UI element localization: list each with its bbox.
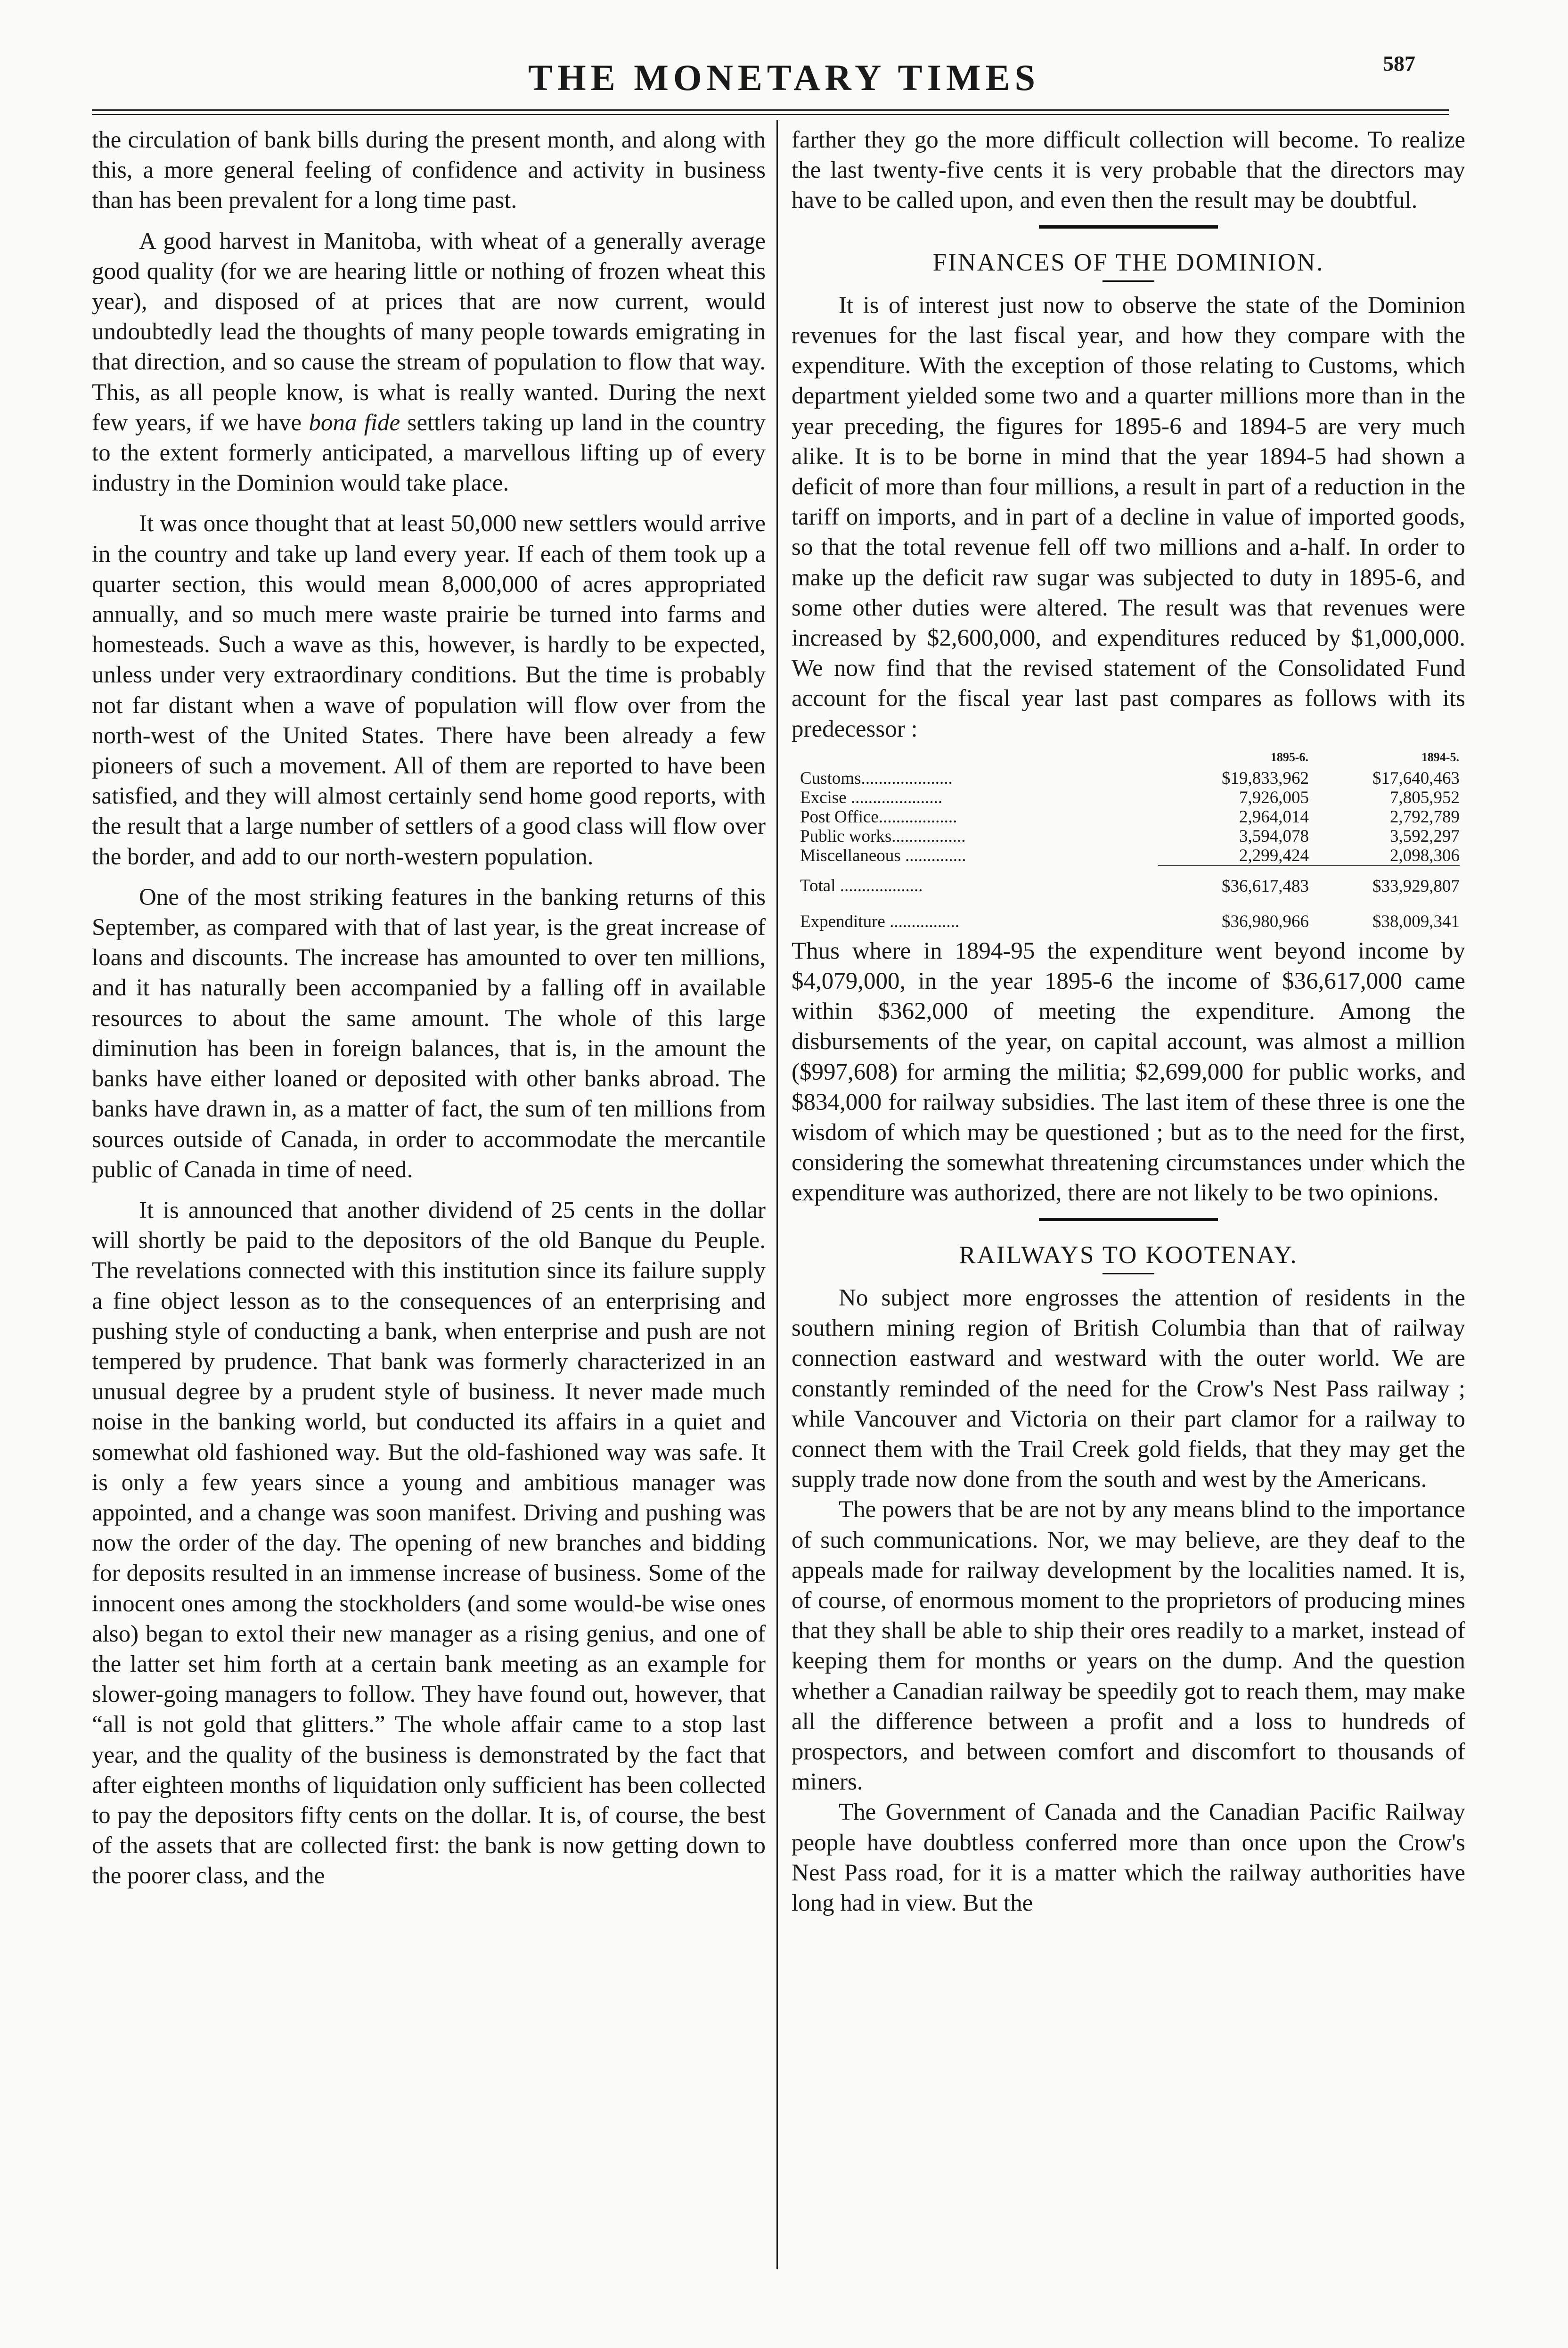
- finance-table: [800, 747, 1460, 931]
- header-rule-thin: [92, 114, 1449, 115]
- right-paragraph-4: No subject more engrosses the attention of residents in the southern mining region of British Columbia than that of railway connection eastward and westward with the outer world. We are constantly reminded of the need for the Crow's Nest Pass railway ; while Vancouver and Victoria on their part clamor for a railway to connect them with the Trail Creek gold fields, that they may get the supply trade now done from the south and west by the Americans.: [792, 1284, 1465, 1493]
- row-label: Customs.....................: [800, 768, 953, 788]
- row-label: Post Office..................: [800, 807, 957, 827]
- section-separator: [1039, 1218, 1218, 1221]
- heading-finances: FINANCES OF THE DOMINION.: [932, 248, 1324, 276]
- table-header-1895: 1895-6.: [1270, 750, 1308, 764]
- heading-rule: [1102, 280, 1154, 282]
- expenditure-value-1895: $36,980,966: [1222, 911, 1309, 931]
- table-row: [800, 846, 1460, 866]
- table-row: [800, 769, 1460, 788]
- heading-rule: [1102, 1273, 1154, 1274]
- left-paragraph-1: the circulation of bank bills during the present month, and along with this, a more general feeling of confidence and activity in business than has been prevalent for a long time past.: [92, 127, 766, 214]
- row-value-1894: 7,805,952: [1390, 788, 1460, 807]
- right-paragraph-6: The Government of Canada and the Canadian Pacific Railway people have doubtless conferred more than once upon the Crow's Nest Pass road, for it is a matter which the railway authorities have long had in view. But the: [792, 1799, 1465, 1916]
- page-number: 587: [1383, 51, 1415, 75]
- section-separator: [1039, 225, 1218, 229]
- left-paragraph-2-b: settlers taking up land in the country to the extent formerly anticipated, a marvellous lifting up of every industry in the Dominion would take place.: [92, 409, 766, 497]
- header-rule: [92, 109, 1449, 111]
- right-paragraph-2: It is of interest just now to observe the state of the Dominion revenues for the last fiscal year, and how they compare with the expenditure. With the exception of those relating to Customs, which department yielded some two and a quarter millions more than in the year preceding, the figures for 1895-6 and 1894-5 are very much alike. It is to be borne in mind that the year 1894-5 had shown a deficit of more than four millions, a result in part of a reduction in the tariff on imports, and in part of a decline in value of imported goods, so that the total revenue fell off two millions and a-half. In order to make up the deficit raw sugar was subjected to duty in 1895-6, and some other duties were altered. The result was that revenues were increased by $2,600,000, and expenditures reduced by $1,000,000. We now find that the revised statement of the Consolidated Fund account for the fiscal year last past compares as follows with its predecessor :: [792, 292, 1465, 742]
- table-row: [800, 788, 1460, 807]
- row-label: Miscellaneous ..............: [800, 846, 966, 866]
- row-value-1895: 3,594,078: [1239, 826, 1309, 846]
- left-paragraph-3: It was once thought that at least 50,000 new settlers would arrive in the country and take up land every year. If each of them took up a quarter section, this would mean 8,000,000 of acres appropriated annually, and so much mere waste prairie be turned into farms and homesteads. Such a wave as this, however, is hardly to be expected, unless under very extraordinary conditions. But the time is probably not far distant when a wave of population will flow over from the north-west of the United States. There have been already a few pioneers of such a movement. All of them are reported to have been satisfied, and they will almost certainly send home good reports, with the result that a large number of settlers of a good class will flow over the border, and add to our north-western population.: [92, 510, 766, 870]
- column-divider: [776, 120, 778, 2269]
- heading-railways: RAILWAYS TO KOOTENAY.: [959, 1241, 1298, 1269]
- right-column: [792, 125, 1465, 1918]
- left-paragraph-2-a: A good harvest in Manitoba, with wheat of a generally average good quality (for we are hearing little or nothing of frozen wheat this year), and disposed of at prices that are now current, would undoubtedly lead the thoughts of many people towards emigrating in that direction, and so cause the stream of population to flow that way. This, as all people know, is what is really wanted. During the next few years, if we have: [92, 228, 766, 436]
- table-total-row: [800, 866, 1460, 896]
- row-value-1895: $19,833,962: [1222, 768, 1309, 788]
- table-row: [800, 827, 1460, 846]
- italic-bona-fide: bona fide: [309, 409, 400, 436]
- right-paragraph-5: The powers that be are not by any means blind to the importance of such communications. Nor, we may believe, are they deaf to the appeals made for railway development by the localities named. It is, of course, of enormous moment to the proprietors of producing mines that they shall be able to ship their ores readily to a market, instead of keeping them for months or years on the dump. And the question whether a Canadian railway be speedily got to reach them, may make all the difference between a profit and a loss to hundreds of prospectors, and between comfort and discomfort to thousands of miners.: [792, 1496, 1465, 1796]
- row-value-1894: 2,098,306: [1390, 846, 1460, 865]
- right-paragraph-1: farther they go the more difficult collection will become. To realize the last twenty-five cents it is very probable that the directors may have to be called upon, and even then the result may be doubtful.: [792, 127, 1465, 214]
- row-value-1895: 2,964,014: [1239, 807, 1309, 827]
- table-header-blank: [800, 747, 1158, 769]
- table-expenditure-row: [800, 896, 1460, 931]
- total-value-1894: $33,929,807: [1309, 866, 1460, 896]
- left-paragraph-2: [92, 226, 766, 499]
- table-header-1894: 1894-5.: [1421, 750, 1459, 764]
- total-label: Total ...................: [800, 876, 923, 896]
- left-column: [92, 125, 766, 1891]
- expenditure-value-1894: $38,009,341: [1372, 911, 1460, 931]
- row-value-1894: $17,640,463: [1372, 768, 1460, 788]
- table-header-row: [800, 747, 1460, 769]
- row-value-1895: 2,299,424: [1239, 846, 1309, 865]
- left-paragraph-4: One of the most striking features in the banking returns of this September, as compared with that of last year, is the great increase of loans and discounts. The increase has amounted to over ten millions, and it has naturally been accompanied by a falling off in available resources to about the same amount. The whole of this large diminution has been in foreign balances, that is, in the amount the banks have either loaned or deposited with other banks abroad. The banks have drawn in, as a matter of fact, the sum of ten millions from sources outside of Canada, in order to accommodate the mercantile public of Canada in time of need.: [92, 884, 766, 1183]
- row-label: Public works.................: [800, 826, 966, 846]
- total-value-1895: $36,617,483: [1158, 866, 1309, 896]
- row-value-1894: 3,592,297: [1390, 826, 1460, 846]
- table-row: [800, 807, 1460, 827]
- row-label: Excise .....................: [800, 788, 943, 807]
- masthead-title: THE MONETARY TIMES: [528, 57, 1040, 98]
- row-value-1895: 7,926,005: [1239, 788, 1309, 807]
- right-paragraph-3: Thus where in 1894-95 the expenditure went beyond income by $4,079,000, in the year 1895-6 the income of $36,617,000 came within $362,000 of meeting the expenditure. Among the disbursements of the year, on capital account, was almost a million ($997,608) for arming the militia; $2,699,000 for public works, and $834,000 for railway subsidies. The last item of these three is one the wisdom of which may be questioned ; but as to the need for the first, considering the somewhat threatening circumstances under which the expenditure was authorized, there are not likely to be two opinions.: [792, 937, 1465, 1207]
- row-value-1894: 2,792,789: [1390, 807, 1460, 827]
- expenditure-label: Expenditure ................: [800, 911, 960, 931]
- left-paragraph-5: It is announced that another dividend of 25 cents in the dollar will shortly be paid to the depositors of the old Banque du Peuple. The revelations connected with this institution since its failure supply a fine object lesson as to the consequences of an enterprising and pushing style of conducting a bank, when enterprise and push are not tempered by prudence. That bank was formerly characterized in an unusual degree by a prudent style of business. It never made much noise in the banking world, but conducted its affairs in a quiet and somewhat old fashioned way. But the old-fashioned way was safe. It is only a few years since a young and ambitious manager was appointed, and a change was soon manifest. Driving and pushing was now the order of the day. The opening of new branches and bidding for deposits resulted in an immense increase of business. Some of the innocent ones among the stockholders (and some would-be wise ones also) began to extol their new manager as a rising genius, and one of the latter set him forth at a certain bank meeting as an example for slower-going managers to follow. They have found out, however, that “all is not gold that glitters.” The whole affair came to a stop last year, and the quality of the business is demonstrated by the fact that after eighteen months of liquidation only sufficient has been collected to pay the depositors fifty cents on the dollar. It is, of course, the best of the assets that are collected first: the bank is now getting down to the poorer class, and the: [92, 1197, 766, 1889]
